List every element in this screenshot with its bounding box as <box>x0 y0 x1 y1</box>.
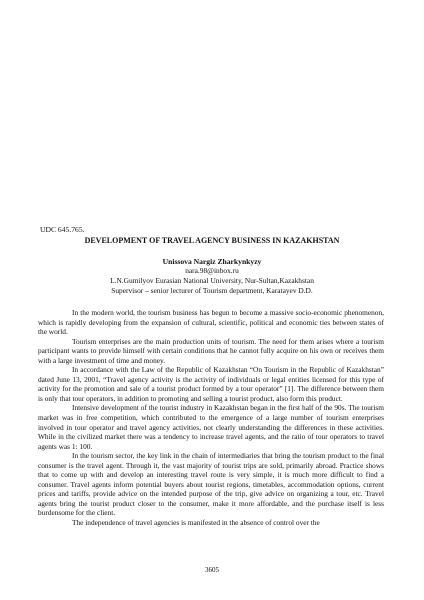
paragraph: The independence of travel agencies is manifested in the absence of control over the <box>72 518 320 528</box>
body-text <box>38 308 384 528</box>
author-name: Unissova Nargiz Zharkynkyzy <box>162 257 262 266</box>
author-email: nara.98@inbox.ru <box>185 266 239 275</box>
paragraph: Intensive development of the tourist industry in Kazakhstan began in the first half of the 90s. The tourism market was in free competition, which contributed to the emergence of a large number of tourism enterprises involved in tour operator and travel agency activities, not clearly understanding the differences in these activities. While in the civilized market there was a tendency to increase travel agents, and the ratio of tour operators to travel agents was 1: 100. <box>38 403 384 451</box>
author-affiliation: L.N.Gumilyov Eurasian National University, Nur-Sultan,Kazakhstan <box>110 276 314 285</box>
paragraph: In the tourism sector, the key link in the chain of intermediaries that bring the tourism product to the final consumer is the travel agent. Through it, the vast majority of tourist trips are sold, primarily abroad. Practice shows that to come up with and develop an interesting travel route is very simple, it is much more difficult to find a consumer. Travel agents inform potential buyers about tourist regions, timetables, accommodation options, current prices and tariffs, provide advice on the intended purpose of the trip, give advice on organizing a tour, etc. Travel agents bring the tourist product closer to the consumer, make it more affordable, and the purchase itself is less burdensome for the client. <box>38 451 384 518</box>
paragraph: Tourism enterprises are the main production units of tourism. The need for them arises where a tourism participant wants to provide himself with certain conditions that he cannot fully acquire on his own or receives them with a large investment of time and money. <box>38 336 384 365</box>
paragraph: In the modern world, the tourism business has begun to become a massive socio-economic phenomenon, which is rapidly developing from the expansion of cultural, scientific, political and economic ties between states of the world. <box>38 308 384 337</box>
udc-code: UDC 645.765. <box>40 225 85 234</box>
paper-title: DEVELOPMENT OF TRAVEL AGENCY BUSINESS IN KAZAKHSTAN <box>84 236 340 245</box>
supervisor-line: Supervisor – senior lecturer of Tourism department, Karatayev D.D. <box>111 286 313 295</box>
paragraph: In accordance with the Law of the Republic of Kazakhstan “On Tourism in the Republic of Kazakhstan” dated June 13, 2001, “Travel agency activity is the activity of individuals or legal entities licensed for this type of activity for the promotion and sale of a tourist product formed by a tour operator” [1]. The difference between them is only that tour operators, in addition to promoting and selling a tourist product, also form this product. <box>38 365 384 403</box>
page-number: 3605 <box>205 566 219 574</box>
